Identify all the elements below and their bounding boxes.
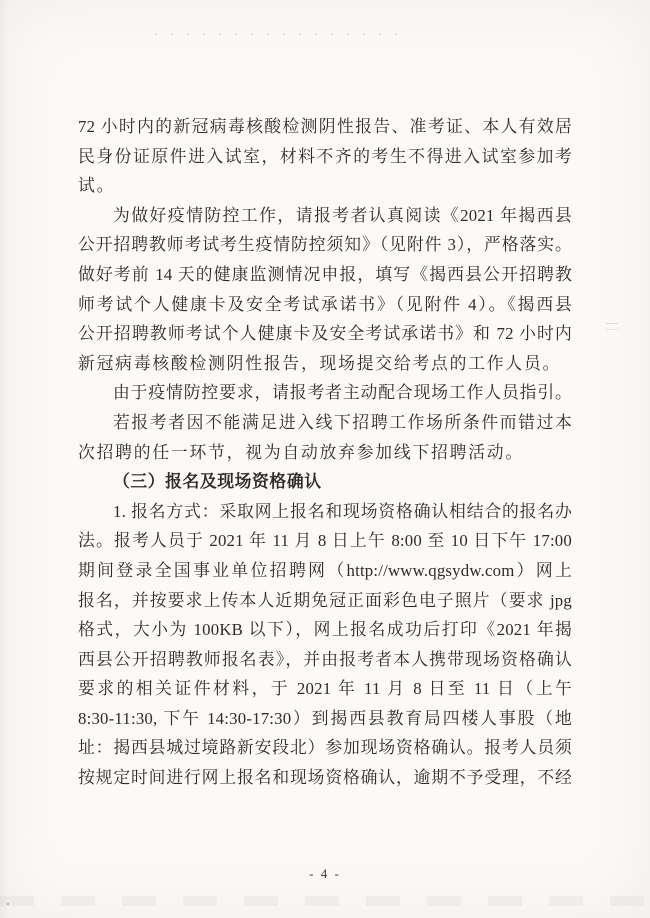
scan-artifact-top-noise <box>155 33 410 35</box>
text-line: 公开招聘教师考试个人健康卡及安全考试承诺书》和 72 小时内 <box>78 324 572 344</box>
text-line: 报名，并按要求上传本人近期免冠正面彩色电子照片（要求 jpg <box>78 590 572 610</box>
text-line: 期间登录全国事业单位招聘网（http://www.qgsydw.com）网上 <box>78 560 572 580</box>
text-line: 为做好疫情防控工作，请报考者认真阅读《2021 年揭西县 <box>113 205 572 225</box>
document-body <box>78 112 572 793</box>
text-line: 做好考前 14 天的健康监测情况申报，填写《揭西县公开招聘教 <box>78 264 572 284</box>
text-line: 址：揭西县城过境路新安段北）参加现场资格确认。报考人员须 <box>78 738 572 758</box>
scan-artifact-smudge <box>606 323 618 330</box>
text-line: 要求的相关证件材料，于 2021 年 11 月 8 日至 11 日（上午 <box>78 679 572 699</box>
text-line: 新冠病毒核酸检测阴性报告，现场提交给考点的工作人员。 <box>78 353 562 373</box>
text-line: 若报考者因不能满足进入线下招聘工作场所条件而错过本 <box>113 412 572 432</box>
text-line: 次招聘的任一环节，视为自动放弃参加线下招聘活动。 <box>78 442 524 462</box>
text-line: 师考试个人健康卡及安全考试承诺书》（见附件 4）。《揭西县 <box>78 294 572 314</box>
text-line: 公开招聘教师考试考生疫情防控须知》（见附件 3），严格落实。 <box>78 235 572 255</box>
text-line: 按规定时间进行网上报名和现场资格确认，逾期不予受理，不经 <box>78 768 572 788</box>
scan-artifact-dot <box>7 903 9 905</box>
text-line: 72 小时内的新冠病毒核酸检测阴性报告、准考证、本人有效居 <box>78 117 572 136</box>
scan-edge-shading <box>0 0 9 918</box>
text-line: 西县公开招聘教师报名表》，并由报考者本人携带现场资格确认 <box>78 649 572 669</box>
page-number: - 4 - <box>309 866 341 881</box>
text-line: 1. 报名方式：采取网上报名和现场资格确认相结合的报名办 <box>113 501 572 521</box>
text-line: 8:30-11:30, 下午 14:30-17:30）到揭西县教育局四楼人事股（地 <box>78 708 572 728</box>
scan-artifact-bottom-noise <box>0 896 650 906</box>
text-line: 由于疫情防控要求，请报考者主动配合现场工作人员指引。 <box>113 383 572 403</box>
section-heading-line: （三）报名及现场资格确认 <box>113 472 322 492</box>
text-line: 试。 <box>78 176 116 196</box>
text-line: 法。报考人员于 2021 年 11 月 8 日上午 8:00 至 10 日下午 17:00 <box>78 531 572 551</box>
text-line: 民身份证原件进入试室，材料不齐的考生不得进入试室参加考 <box>78 146 572 166</box>
text-line: 格式，大小为 100KB 以下），网上报名成功后打印《2021 年揭 <box>78 620 572 640</box>
